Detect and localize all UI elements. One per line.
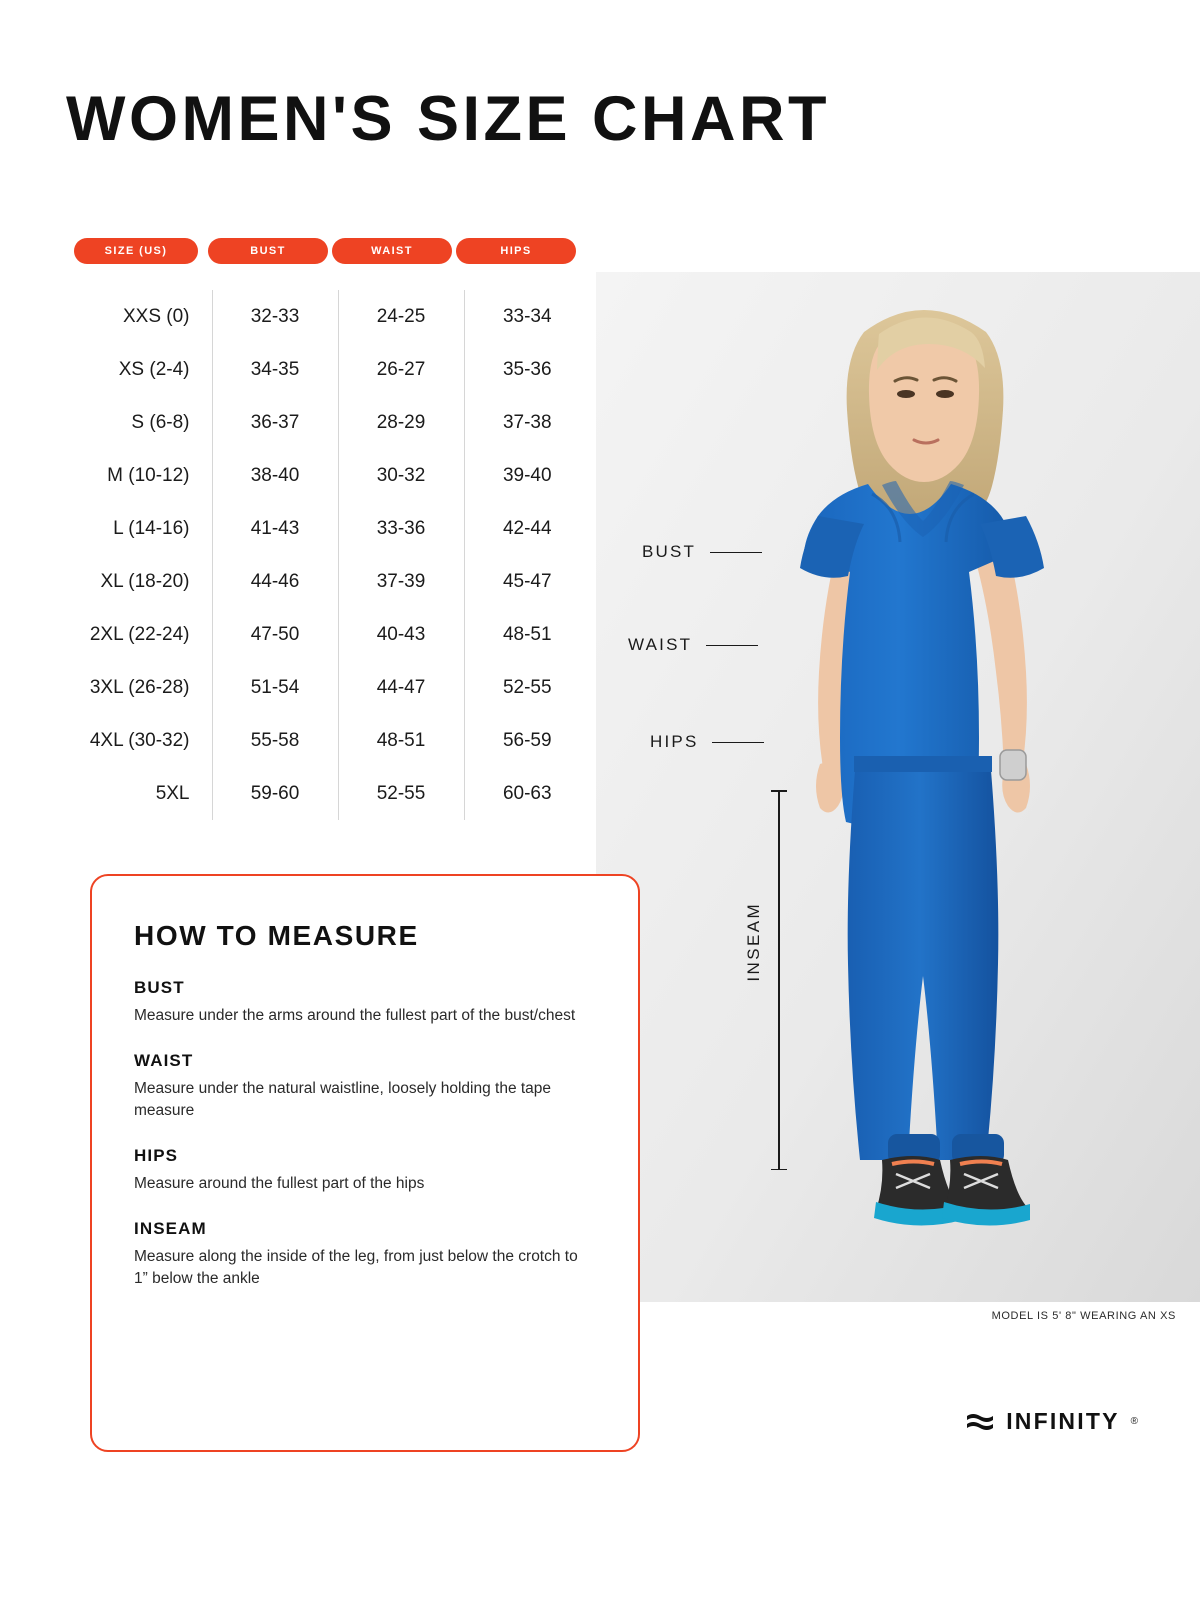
cell-waist: 37-39 <box>338 555 464 608</box>
table-row <box>60 714 590 767</box>
measure-label-bust: BUST <box>134 978 185 997</box>
cell-bust: 34-35 <box>212 343 338 396</box>
cell-waist: 52-55 <box>338 767 464 820</box>
size-table-header-row <box>60 238 590 272</box>
brand-registered-mark: ® <box>1130 1416 1138 1427</box>
cell-waist: 44-47 <box>338 661 464 714</box>
cell-size: L (14-16) <box>113 517 190 539</box>
measure-text-bust: Measure under the arms around the fullest part of the bust/chest <box>134 1007 576 1024</box>
cell-waist: 28-29 <box>338 396 464 449</box>
cell-hips: 60-63 <box>464 767 590 820</box>
callout-waist <box>628 635 758 655</box>
column-header-bust: BUST <box>208 238 328 264</box>
measure-text-waist: Measure under the natural waistline, loosely holding the tape measure <box>134 1080 552 1119</box>
how-to-measure-panel <box>90 874 640 1452</box>
column-header-waist: WAIST <box>332 238 452 264</box>
cell-bust: 41-43 <box>212 502 338 555</box>
cell-bust: 55-58 <box>212 714 338 767</box>
cell-hips: 42-44 <box>464 502 590 555</box>
cell-hips: 52-55 <box>464 661 590 714</box>
cell-bust: 51-54 <box>212 661 338 714</box>
cell-waist: 26-27 <box>338 343 464 396</box>
measure-text-hips: Measure around the fullest part of the hips <box>134 1175 425 1192</box>
cell-size: 5XL <box>155 782 190 804</box>
cell-waist: 48-51 <box>338 714 464 767</box>
measure-label-inseam: INSEAM <box>134 1219 207 1238</box>
cell-size: XS (2-4) <box>118 358 190 380</box>
table-row <box>60 502 590 555</box>
cell-size: 2XL (22-24) <box>89 623 190 645</box>
callout-bust-line <box>710 552 762 554</box>
callout-bust <box>642 542 762 562</box>
table-row <box>60 396 590 449</box>
cell-hips: 37-38 <box>464 396 590 449</box>
cell-hips: 56-59 <box>464 714 590 767</box>
measure-text-inseam: Measure along the inside of the leg, from just below the crotch to 1” below the ankle <box>134 1248 578 1287</box>
table-row <box>60 661 590 714</box>
measure-label-waist: WAIST <box>134 1051 194 1070</box>
callout-bust-label: BUST <box>642 542 697 561</box>
cell-bust: 32-33 <box>212 290 338 343</box>
measure-label-hips: HIPS <box>134 1146 179 1165</box>
cell-hips: 33-34 <box>464 290 590 343</box>
table-row <box>60 608 590 661</box>
column-header-hips: HIPS <box>456 238 576 264</box>
infinity-mark-icon <box>965 1412 995 1431</box>
model-photo-panel <box>596 272 1200 1302</box>
table-row <box>60 343 590 396</box>
cell-bust: 47-50 <box>212 608 338 661</box>
cell-size: S (6-8) <box>131 411 190 433</box>
callout-inseam-label: INSEAM <box>744 902 763 982</box>
cell-hips: 39-40 <box>464 449 590 502</box>
callout-inseam-line <box>778 790 780 1170</box>
cell-hips: 48-51 <box>464 608 590 661</box>
callout-hips-label: HIPS <box>650 732 699 751</box>
cell-bust: 59-60 <box>212 767 338 820</box>
cell-size: XL (18-20) <box>100 570 190 592</box>
callout-hips-line <box>712 742 764 744</box>
cell-waist: 33-36 <box>338 502 464 555</box>
cell-hips: 45-47 <box>464 555 590 608</box>
cell-waist: 30-32 <box>338 449 464 502</box>
page-title: WOMEN'S SIZE CHART <box>66 84 830 154</box>
cell-waist: 40-43 <box>338 608 464 661</box>
table-row <box>60 555 590 608</box>
brand-logo <box>965 1408 1138 1435</box>
table-row <box>60 449 590 502</box>
cell-size: 4XL (30-32) <box>89 729 190 751</box>
table-row <box>60 290 590 343</box>
how-to-measure-heading: HOW TO MEASURE <box>134 920 419 951</box>
cell-hips: 35-36 <box>464 343 590 396</box>
cell-bust: 36-37 <box>212 396 338 449</box>
brand-name: INFINITY <box>1006 1408 1120 1434</box>
model-note: MODEL IS 5' 8" WEARING AN XS <box>991 1310 1176 1322</box>
model-illustration <box>596 272 1200 1302</box>
cell-size: 3XL (26-28) <box>89 676 190 698</box>
column-header-size: SIZE (US) <box>74 238 198 264</box>
callout-waist-line <box>706 645 758 647</box>
callout-hips <box>650 732 764 752</box>
table-row <box>60 767 590 820</box>
cell-size: XXS (0) <box>122 305 190 327</box>
size-table <box>60 238 590 820</box>
cell-bust: 38-40 <box>212 449 338 502</box>
callout-waist-label: WAIST <box>628 635 693 654</box>
cell-bust: 44-46 <box>212 555 338 608</box>
cell-waist: 24-25 <box>338 290 464 343</box>
cell-size: M (10-12) <box>107 464 190 486</box>
